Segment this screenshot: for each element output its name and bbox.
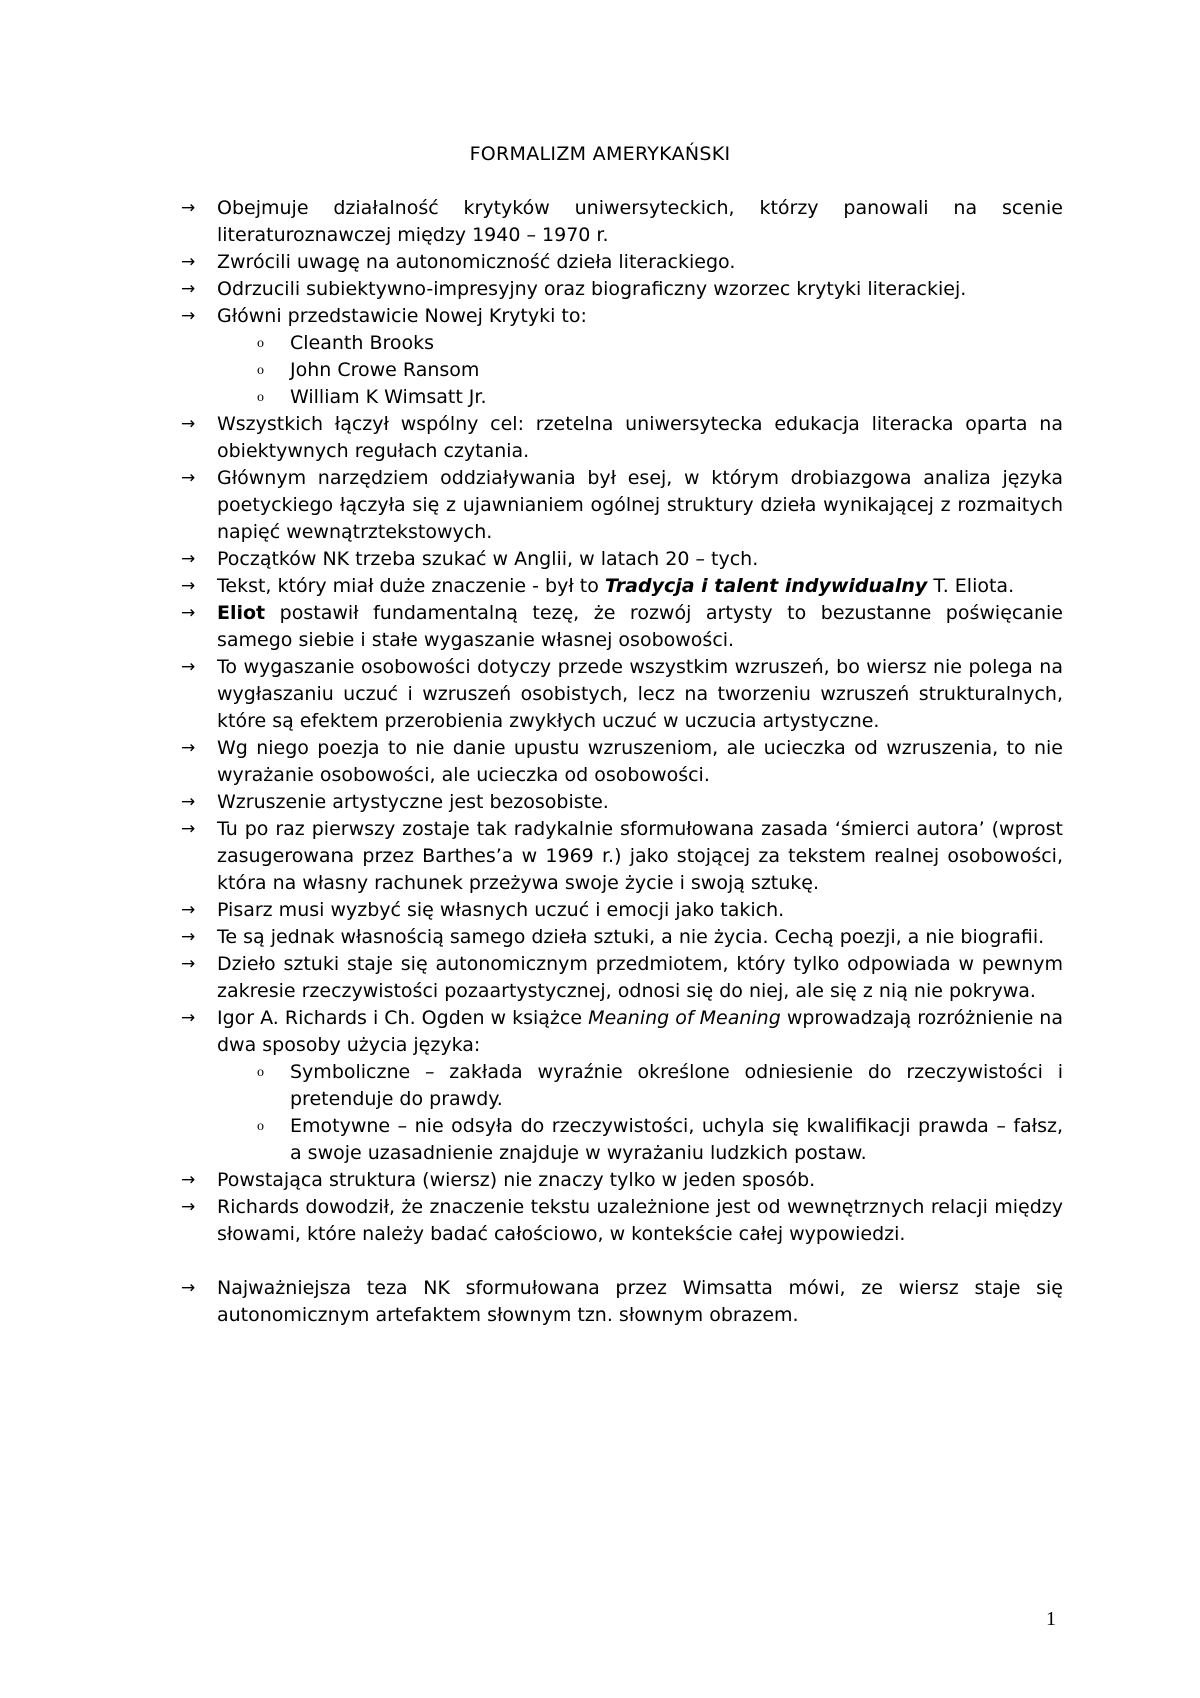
arrow-bullet-icon: → (181, 279, 196, 299)
list-item (178, 249, 1063, 276)
sub-list-item (178, 384, 1063, 411)
book-title: Meaning of Meaning (588, 1007, 781, 1029)
item-text: Odrzucili subiektywno-impresyjny oraz biograficzny wzorzec krytyki literackiej. (217, 278, 967, 300)
item-text: Tu po raz pierwszy zostaje tak radykalnie sformułowana zasada ‘śmierci autora’ (wprost zasugerowana przez Barthes’a w 1969 r.) jako stojącej za tekstem realnej osobowości, która na własny rachunek przeżywa swoje życie i swoją sztukę. (217, 818, 1063, 894)
list-item (178, 195, 1063, 249)
arrow-bullet-icon: → (181, 1170, 196, 1190)
item-text: Powstająca struktura (wiersz) nie znaczy tylko w jeden sposób. (217, 1169, 816, 1191)
item-text: Igor A. Richards i Ch. Ogden w książce (217, 1007, 589, 1029)
list-item (178, 735, 1063, 789)
item-text: wprowadzają rozróżnienie na dwa sposoby użycia języka: (217, 1007, 1063, 1056)
list-item (178, 600, 1063, 654)
bullet-list (178, 195, 1063, 1329)
book-title: Tradycja i talent indywidualny (604, 575, 928, 597)
arrow-bullet-icon: → (181, 819, 196, 839)
sub-list-item (178, 1113, 1063, 1167)
arrow-bullet-icon: → (181, 1008, 196, 1028)
item-text: Obejmuje działalność krytyków uniwersyteckich, którzy panowali na scenie literaturoznawczej między 1940 – 1970 r. (217, 197, 1063, 246)
list-item (178, 897, 1063, 924)
arrow-bullet-icon: → (181, 1197, 196, 1217)
arrow-bullet-icon: → (181, 576, 196, 596)
sub-item-text: Emotywne – nie odsyła do rzeczywistości, uchyla się kwalifikacji prawda – fałsz, a swoje uzasadnienie znajduje w wyrażaniu ludzkich postaw. (290, 1115, 1063, 1164)
arrow-bullet-icon: → (181, 603, 196, 623)
list-item (178, 465, 1063, 546)
item-text: Głównym narzędziem oddziaływania był esej, w którym drobiazgowa analiza języka poetyckiego łączyła się z ujawnianiem ogólnej struktury dzieła wynikającej z rozmaitych napięć wewnątrztekstowych. (217, 467, 1063, 543)
list-item (178, 276, 1063, 303)
item-text: Wg niego poezja to nie danie upustu wzruszeniom, ale ucieczka od wzruszenia, to nie wyrażanie osobowości, ale ucieczka od osobowości. (217, 737, 1063, 786)
arrow-bullet-icon: → (181, 927, 196, 947)
arrow-bullet-icon: → (181, 468, 196, 488)
item-text: Początków NK trzeba szukać w Anglii, w latach 20 – tych. (217, 548, 759, 570)
item-text: Wzruszenie artystyczne jest bezosobiste. (217, 791, 609, 813)
item-text: Richards dowodził, że znaczenie tekstu uzależnione jest od wewnętrznych relacji między słowami, które należy badać całościowo, w kontekście całej wypowiedzi. (217, 1196, 1063, 1245)
arrow-bullet-icon: → (181, 198, 196, 218)
sub-item-text: William K Wimsatt Jr. (290, 386, 487, 408)
item-text: Tekst, który miał duże znaczenie - był to (217, 575, 605, 597)
author-name: Eliot (217, 602, 266, 624)
item-text: Pisarz musi wyzbyć się własnych uczuć i emocji jako takich. (217, 899, 785, 921)
list-item (178, 546, 1063, 573)
sub-list-item (178, 330, 1063, 357)
list-item (178, 951, 1063, 1005)
list-item (178, 1194, 1063, 1248)
arrow-bullet-icon: → (181, 954, 196, 974)
list-item (178, 924, 1063, 951)
list-item (178, 1005, 1063, 1059)
document-title: FORMALIZM AMERYKAŃSKI (469, 143, 731, 165)
arrow-bullet-icon: → (181, 900, 196, 920)
item-text: T. Eliota. (927, 575, 1015, 597)
sub-list-item (178, 357, 1063, 384)
arrow-bullet-icon: → (181, 792, 196, 812)
list-item (178, 1275, 1063, 1329)
list-item (178, 411, 1063, 465)
list-item (178, 654, 1063, 735)
arrow-bullet-icon: → (181, 306, 196, 326)
circle-bullet-icon: o (257, 336, 264, 351)
arrow-bullet-icon: → (181, 1278, 196, 1298)
sub-item-text: Symboliczne – zakłada wyraźnie określone odniesienie do rzeczywistości i pretenduje do prawdy. (290, 1061, 1063, 1110)
sub-item-text: Cleanth Brooks (290, 332, 435, 354)
arrow-bullet-icon: → (181, 549, 196, 569)
list-item (178, 816, 1063, 897)
blank-line (178, 1248, 1063, 1275)
item-text: Dzieło sztuki staje się autonomicznym przedmiotem, który tylko odpowiada w pewnym zakresie rzeczywistości pozaartystycznej, odnosi się do niej, ale się z nią nie pokrywa. (217, 953, 1063, 1002)
arrow-bullet-icon: → (181, 738, 196, 758)
arrow-bullet-icon: → (181, 252, 196, 272)
circle-bullet-icon: o (257, 363, 264, 378)
list-item (178, 573, 1063, 600)
list-item (178, 1167, 1063, 1194)
item-text: To wygaszanie osobowości dotyczy przede wszystkim wzruszeń, bo wiersz nie polega na wygłaszaniu uczuć i wzruszeń osobistych, lecz na tworzeniu wzruszeń strukturalnych, które są efektem przerobienia zwykłych uczuć w uczucia artystyczne. (217, 656, 1063, 732)
circle-bullet-icon: o (257, 1065, 264, 1080)
arrow-bullet-icon: → (181, 657, 196, 677)
arrow-bullet-icon: → (181, 414, 196, 434)
item-text: postawił fundamentalną tezę, że rozwój artysty to bezustanne poświęcanie samego siebie i stałe wygaszanie własnej osobowości. (217, 602, 1063, 651)
item-text: Zwrócili uwagę na autonomiczność dzieła literackiego. (217, 251, 736, 273)
item-text: Główni przedstawicie Nowej Krytyki to: (217, 305, 587, 327)
circle-bullet-icon: o (257, 390, 264, 405)
item-text: Te są jednak własnością samego dzieła sztuki, a nie życia. Cechą poezji, a nie biografii. (217, 926, 1045, 948)
circle-bullet-icon: o (257, 1119, 264, 1134)
sub-list-item (178, 1059, 1063, 1113)
list-item (178, 789, 1063, 816)
item-text: Wszystkich łączył wspólny cel: rzetelna uniwersytecka edukacja literacka oparta na obiektywnych regułach czytania. (217, 413, 1063, 462)
item-text: Najważniejsza teza NK sformułowana przez Wimsatta mówi, ze wiersz staje się autonomicznym artefaktem słownym tzn. słownym obrazem. (217, 1277, 1063, 1326)
list-item (178, 303, 1063, 330)
page-number: 1 (1046, 1608, 1056, 1630)
sub-item-text: John Crowe Ransom (290, 359, 480, 381)
